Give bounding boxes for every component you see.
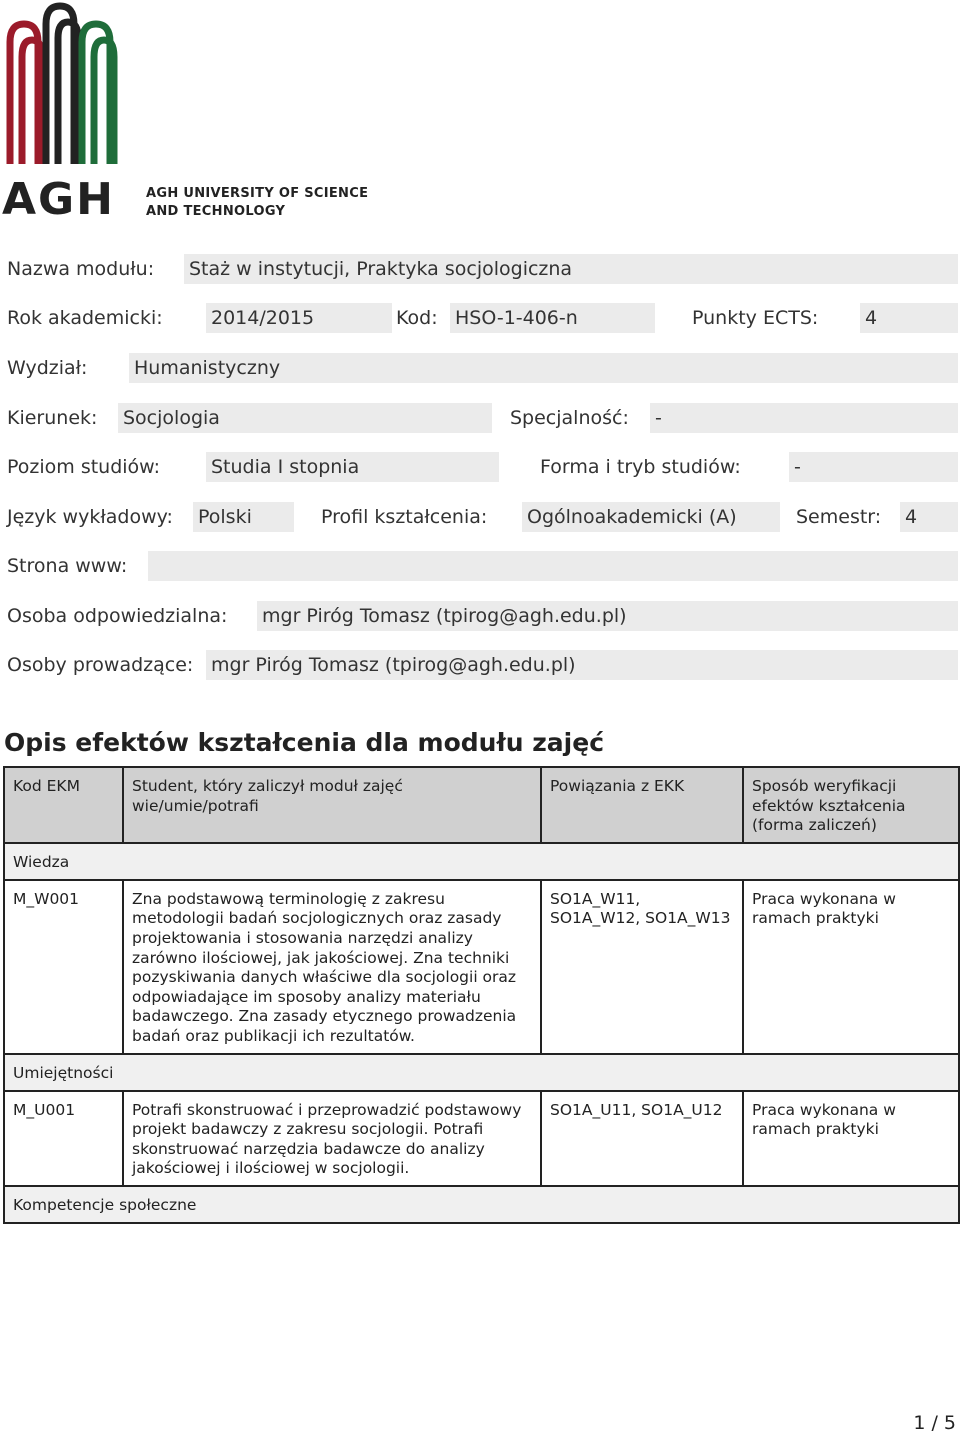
section-title-kompetencje: Kompetencje społeczne [4,1186,959,1223]
section-title-wiedza: Wiedza [4,843,959,880]
rok-value: 2014/2015 [206,303,392,333]
row-weryfikacja: Praca wykonana w ramach praktyki [743,1091,959,1186]
forma-label: Forma i tryb studiów: [540,456,741,478]
logo-subtitle-line1: AGH UNIVERSITY OF SCIENCE [146,186,369,201]
profil-label: Profil kształcenia: [321,506,488,528]
section-row-umiejetnosci [4,1054,959,1091]
www-value [148,551,958,581]
logo-subtitle-line2: AND TECHNOLOGY [146,204,286,219]
effects-table [3,766,960,1224]
nazwa-label: Nazwa modułu: [7,258,155,280]
section-title: Opis efektów kształcenia dla modułu zajęć [4,728,605,757]
section-row-kompetencje [4,1186,959,1223]
semestr-value: 4 [900,502,958,532]
www-label: Strona www: [7,555,128,577]
header-opis: Student, który zaliczył moduł zajęć wie/umie/potrafi [123,767,541,843]
row-ekk: SO1A_U11, SO1A_U12 [541,1091,743,1186]
rok-label: Rok akademicki: [7,307,163,329]
wydzial-value: Humanistyczny [129,353,958,383]
ects-label: Punkty ECTS: [692,307,819,329]
nazwa-value: Staż w instytucji, Praktyka socjologiczna [184,254,958,284]
kod-value: HSO-1-406-n [450,303,655,333]
logo-letters: AGH [2,174,115,225]
header-weryfikacja: Sposób weryfikacji efektów kształcenia (forma zaliczeń) [743,767,959,843]
table-row [4,880,959,1054]
kierunek-value: Socjologia [118,403,492,433]
semestr-label: Semestr: [796,506,882,528]
odpowiedzialna-label: Osoba odpowiedzialna: [7,605,228,627]
section-title-umiejetnosci: Umiejętności [4,1054,959,1091]
row-opis: Zna podstawową terminologię z zakresu metodologii badań socjologicznych oraz zasady projektowania i stosowania narzędzi analizy zarówno ilościowej, jak jakościowej. Zna techniki pozyskiwania danych właściwe dla socjologii oraz odpowiadające im sposoby analizy materiału badawczego. Zna zasady etycznego prowadzenia badań oraz publikacji ich rezultatów. [123,880,541,1054]
specjalnosc-value: - [650,403,958,433]
jezyk-label: Język wykładowy: [7,506,173,528]
logo-subtitle [146,185,368,221]
odpowiedzialna-value: mgr Piróg Tomasz (tpirog@agh.edu.pl) [257,601,958,631]
profil-value: Ogólnoakademicki (A) [522,502,780,532]
kod-label: Kod: [396,307,438,329]
row-ekk: SO1A_W11, SO1A_W12, SO1A_W13 [541,880,743,1054]
table-header-row [4,767,959,843]
kierunek-label: Kierunek: [7,407,98,429]
row-kod: M_W001 [4,880,123,1054]
table-row [4,1091,959,1186]
header-kod: Kod EKM [4,767,123,843]
ects-value: 4 [860,303,958,333]
row-kod: M_U001 [4,1091,123,1186]
page-number: 1 / 5 [913,1412,956,1434]
agh-logo-mark [2,2,122,172]
row-weryfikacja: Praca wykonana w ramach praktyki [743,880,959,1054]
poziom-value: Studia I stopnia [206,452,499,482]
jezyk-value: Polski [193,502,294,532]
specjalnosc-label: Specjalność: [510,407,629,429]
poziom-label: Poziom studiów: [7,456,161,478]
row-opis: Potrafi skonstruować i przeprowadzić podstawowy projekt badawczy z zakresu socjologii. Potrafi skonstruować narzędzia badawcze do analizy jakościowej i ilościowej w socjologii. [123,1091,541,1186]
prowadzace-label: Osoby prowadzące: [7,654,194,676]
wydzial-label: Wydział: [7,357,88,379]
section-row-wiedza [4,843,959,880]
header-ekk: Powiązania z EKK [541,767,743,843]
forma-value: - [789,452,958,482]
prowadzace-value: mgr Piróg Tomasz (tpirog@agh.edu.pl) [206,650,958,680]
